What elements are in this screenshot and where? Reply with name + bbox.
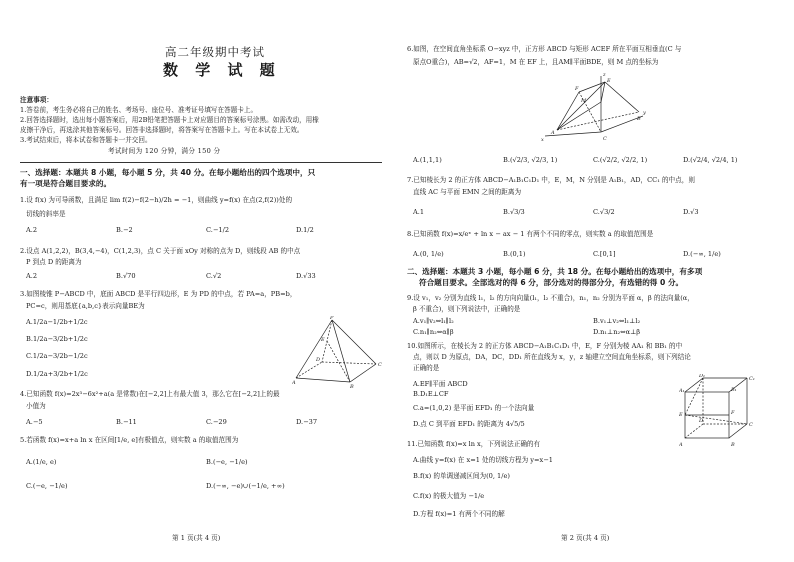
q5-stem: 5.若函数 f(x)=x+a ln x 在区间[1/e, e]有极值点，则实数 a 的取值范围为 [20, 436, 239, 444]
svg-text:E: E [679, 412, 683, 418]
q7-option-d: D.√3 [683, 208, 699, 216]
svg-text:B: B [637, 116, 641, 122]
svg-text:B₁: B₁ [731, 387, 737, 393]
svg-text:F: F [575, 86, 579, 92]
svg-text:C: C [603, 136, 607, 142]
q9-option-b: B.v₁⊥v₂⇔l₁⊥l₂ [593, 317, 641, 325]
q3-stem-2: PC=c，则用基底{a,b,c}表示向量BE为 [26, 302, 145, 310]
q4-stem-2: 小值为 [26, 402, 46, 410]
q4-stem: 4.已知函数 f(x)=2x³−6x²+a(a 是常数)在[−2,2]上有最大值 3，那么它在[−2,2]上的最 [20, 390, 280, 398]
exam-subject: 数 学 试 题 [163, 61, 281, 79]
q11-stem: 11.已知函数 f(x)=x ln x，下列说法正确的有 [407, 440, 541, 448]
svg-text:E: E [607, 78, 611, 84]
section2-heading-2: 符合题目要求。全部选对的得 6 分，部分选对的得部分分，有选错的得 0 分。 [419, 278, 684, 287]
q11-option-a: A.曲线 y=f(x) 在 x=1 处的切线方程为 y=x−1 [413, 456, 553, 464]
page-right [397, 0, 794, 562]
q7-stem-2: 直线 AC 与平面 EMN 之间的距离为 [413, 188, 522, 196]
q4-option-b: B.−11 [116, 418, 137, 426]
svg-text:D₁: D₁ [699, 374, 706, 379]
q2-option-a: A.2 [26, 272, 38, 280]
cube-figure [679, 374, 755, 454]
svg-text:A: A [292, 380, 296, 386]
q3-option-a: A.1/2a−1/2b+1/2c [26, 318, 88, 326]
q9-stem-2: β 不重合)，则下列说法中，正确的是 [413, 305, 521, 313]
divider [20, 162, 382, 163]
coordinate-figure [539, 72, 649, 142]
svg-text:A₁: A₁ [679, 388, 685, 394]
section1-heading-2: 有一项是符合题目要求的。 [20, 179, 112, 188]
q7-option-b: B.√3/3 [503, 208, 525, 216]
q10-option-d: D.点 C 到平面 EFD₁ 的距离为 4√5/5 [413, 420, 525, 428]
q6-stem: 6.如图，在空间直角坐标系 O−xyz 中，正方形 ABCD 与矩形 ACEF 所在平面互相垂直(C 与 [407, 45, 682, 53]
q11-option-b: B.f(x) 的单调递减区间为(0, 1/e) [413, 472, 510, 480]
q6-option-d: D.(√2/4, √2/4, 1) [683, 156, 738, 164]
q5-option-d: D.(−∞, −e)∪(−1/e, +∞) [206, 482, 285, 490]
q1-option-a: A.2 [26, 226, 38, 234]
q11-option-d: D.方程 f(x)=1 有两个不同的解 [413, 510, 505, 518]
q10-stem-3: 正确的是 [413, 364, 440, 372]
svg-text:P: P [330, 316, 334, 321]
q10-stem-2: 点，则以 D 为原点，DA，DC，DD₁ 所在直线为 x，y，z 轴建立空间直角坐标系，则下列结论 [413, 353, 691, 361]
section2-heading: 二、选择题：本题共 3 小题，每小题 6 分，共 18 分。在每小题给出的选项中，有多项 [407, 267, 703, 276]
q8-option-a: A.(0, 1/e) [413, 250, 444, 258]
q4-option-d: D.−37 [296, 418, 318, 426]
q7-stem: 7.已知棱长为 2 的正方体 ABCD−A₁B₁C₁D₁ 中，E，M，N 分别是 A₁B₁，AD，CC₁ 的中点，则 [407, 176, 695, 184]
q7-option-c: C.√3/2 [593, 208, 615, 216]
q2-stem: 2.设点 A(1,2,2)，B(3,4,−4)，C(1,2,3)，点 C 关于面 xOy 对称的点为 D，则线段 AB 的中点 [20, 247, 301, 255]
svg-text:B: B [731, 442, 735, 448]
notice-line-2: 2.回答选择题时，选出每小题答案后，用2B铅笔把答题卡上对应题目的答案标号涂黑。如需改动，用橡 [20, 116, 319, 124]
svg-text:E: E [321, 337, 325, 343]
svg-text:z: z [603, 72, 606, 78]
svg-text:A: A [551, 130, 555, 136]
q5-option-c: C.(−e, −1/e) [26, 482, 68, 490]
svg-text:B: B [350, 384, 354, 388]
q2-stem-2: P 到点 D 的距离为 [26, 258, 82, 266]
svg-text:C₁: C₁ [749, 376, 755, 382]
q8-stem: 8.已知函数 f(x)=x/eˣ + ln x − ax − 1 有两个不同的零点，则实数 a 的取值范围是 [407, 230, 654, 238]
notice-line-1: 1.答卷前，考生务必将自己的姓名、考场号、座位号、准考证号填写在答题卡上。 [20, 106, 258, 114]
q9-option-c: C.n₁∥n₂⇔α∥β [413, 328, 454, 336]
q1-option-d: D.1/2 [296, 226, 314, 234]
exam-time: 考试时间为 120 分钟，满分 150 分 [108, 147, 221, 155]
page-footer-right: 第 2 页(共 4 页) [561, 534, 610, 542]
q3-option-d: D.1/2a+3/2b+1/2c [26, 370, 88, 378]
q8-option-b: B.(0,1) [503, 250, 526, 258]
q2-option-b: B.√70 [116, 272, 136, 280]
svg-text:y: y [643, 110, 646, 116]
notice-heading: 注意事项： [20, 96, 53, 104]
section1-heading: 一、选择题：本题共 8 小题，每小题 5 分，共 40 分。在每小题给出的四个选项中，只 [20, 168, 316, 177]
q1-option-b: B.−2 [116, 226, 133, 234]
notice-line-3: 皮擦干净后，再选涂其他答案标号。回答非选择题时，将答案写在答题卡上。写在本试卷上无效。 [20, 126, 304, 134]
q10-option-c: C.a=(1,0,2) 是平面 EFD₁ 的一个法向量 [413, 404, 535, 412]
q9-option-d: D.n₁⊥n₂⇔α⊥β [593, 328, 641, 336]
q2-option-d: D.√33 [296, 272, 316, 280]
q1-stem: 1.设 f(x) 为可导函数，且满足 lim f(2)−f(2−h)/2h = −1，则曲线 y=f(x) 在点(2,f(2))处的 [20, 196, 293, 204]
exam-title: 高二年级期中考试 [165, 45, 265, 59]
q4-option-c: C.−29 [206, 418, 227, 426]
svg-text:M: M [581, 98, 587, 104]
svg-text:x: x [541, 137, 544, 142]
q4-option-a: A.−5 [26, 418, 43, 426]
notice-line-4: 3.考试结束后，将本试卷和答题卡一并交回。 [20, 136, 152, 144]
svg-text:D: D [699, 418, 704, 424]
q6-option-c: C.(√2/2, √2/2, 1) [593, 156, 648, 164]
svg-text:C: C [749, 422, 753, 428]
q10-stem: 10.如图所示，在棱长为 2 的正方体 ABCD−A₁B₁C₁D₁ 中，E，F 分别为棱 AA₁ 和 BB₁ 的中 [407, 342, 683, 350]
svg-text:C: C [378, 362, 382, 368]
q1-stem-2: 切线的斜率是 [26, 210, 66, 218]
q5-option-a: A.(1/e, e) [26, 458, 57, 466]
q9-option-a: A.v₁∥v₂⇔l₁∥l₂ [413, 317, 454, 325]
q3-stem: 3.如图棱锥 P−ABCD 中，底面 ABCD 是平行四边形，E 为 PD 的中点，若 PA=a，PB=b， [20, 290, 297, 298]
q8-option-d: D.(−∞, 1/e) [683, 250, 721, 258]
q6-option-a: A.(1,1,1) [413, 156, 442, 164]
q2-option-c: C.√2 [206, 272, 222, 280]
q3-option-c: C.1/2a−3/2b−1/2c [26, 352, 88, 360]
q9-stem: 9.设 v₁，v₂ 分别为直线 l₁，l₂ 的方向向量(l₁，l₂ 不重合)，n₁，n₂ 分别为平面 α，β 的法向量(α， [407, 294, 694, 302]
q1-option-c: C.−1/2 [206, 226, 230, 234]
q5-option-b: B.(−e, −1/e) [206, 458, 248, 466]
q8-option-c: C.[0,1] [593, 250, 616, 258]
svg-text:F: F [731, 410, 735, 416]
pyramid-figure [292, 316, 384, 388]
q7-option-a: A.1 [413, 208, 425, 216]
q10-option-a: A.EF∥平面 ABCD [413, 380, 468, 388]
q10-option-b: B.D₁E⊥CF [413, 390, 449, 398]
q11-option-c: C.f(x) 的极大值为 −1/e [413, 492, 485, 500]
page-footer-left: 第 1 页(共 4 页) [172, 534, 221, 542]
q3-option-b: B.1/2a−3/2b+1/2c [26, 335, 88, 343]
svg-text:D: D [316, 357, 321, 363]
q6-option-b: B.(√2/3, √2/3, 1) [503, 156, 558, 164]
svg-text:A: A [679, 442, 683, 448]
q6-stem-2: 原点O重合)，AB=√2，AF=1，M 在 EF 上，且AM∥平面BDE，则 M 点的坐标为 [413, 58, 659, 66]
